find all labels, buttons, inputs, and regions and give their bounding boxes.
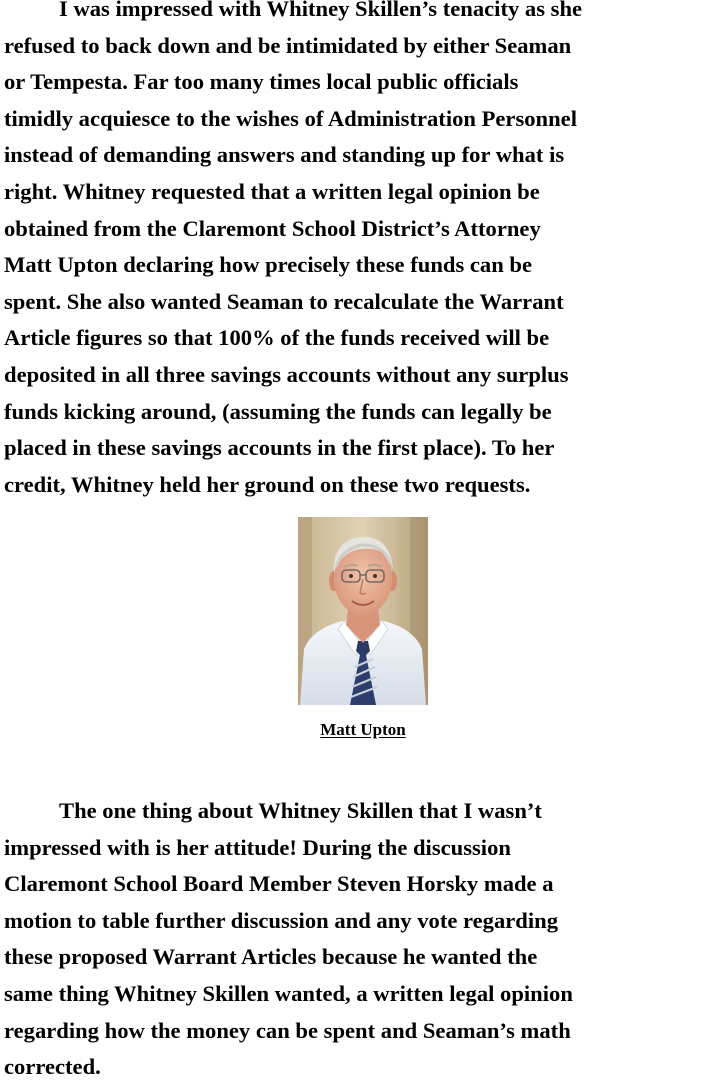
text-line: regarding how the money can be spent and Seaman’s math	[4, 1017, 571, 1043]
text-line: deposited in all three savings accounts without any surplus	[4, 361, 569, 387]
text-line: credit, Whitney held her ground on these two requests.	[4, 471, 531, 497]
text-line: right. Whitney requested that a written legal opinion be	[4, 178, 540, 204]
paragraph-whitney-attitude	[4, 793, 708, 1086]
text-line: The one thing about Whitney Skillen that I wasn’t	[59, 798, 542, 823]
text-line: same thing Whitney Skillen wanted, a written legal opinion	[4, 980, 573, 1006]
portrait-photo	[298, 517, 428, 705]
text-line: or Tempesta. Far too many times local public officials	[4, 69, 519, 95]
text-line: Claremont School Board Member Steven Horsky made a	[4, 871, 554, 897]
text-line: obtained from the Claremont School District’s Attorney	[4, 215, 541, 241]
text-line: placed in these savings accounts in the first place). To her	[4, 435, 555, 461]
text-line: I was impressed with Whitney Skillen’s tenacity as she	[59, 0, 583, 21]
text-line: corrected.	[4, 1054, 101, 1080]
photo-caption: Matt Upton	[320, 720, 406, 739]
paragraph-whitney-tenacity	[4, 0, 708, 503]
text-line: instead of demanding answers and standing up for what is	[4, 142, 565, 168]
text-line: Matt Upton declaring how precisely these funds can be	[4, 252, 533, 278]
text-line: timidly acquiesce to the wishes of Administration Personnel	[4, 105, 577, 131]
text-line: Article figures so that 100% of the funds received will be	[4, 325, 550, 351]
text-line: funds kicking around, (assuming the funds can legally be	[4, 398, 552, 424]
text-line: impressed with is her attitude! During the discussion	[4, 834, 511, 860]
text-line: refused to back down and be intimidated by either Seaman	[4, 32, 572, 58]
text-line: motion to table further discussion and any vote regarding	[4, 907, 558, 933]
portrait-illustration	[298, 517, 428, 705]
text-line: spent. She also wanted Seaman to recalculate the Warrant	[4, 288, 564, 314]
text-line: these proposed Warrant Articles because he wanted the	[4, 944, 538, 970]
